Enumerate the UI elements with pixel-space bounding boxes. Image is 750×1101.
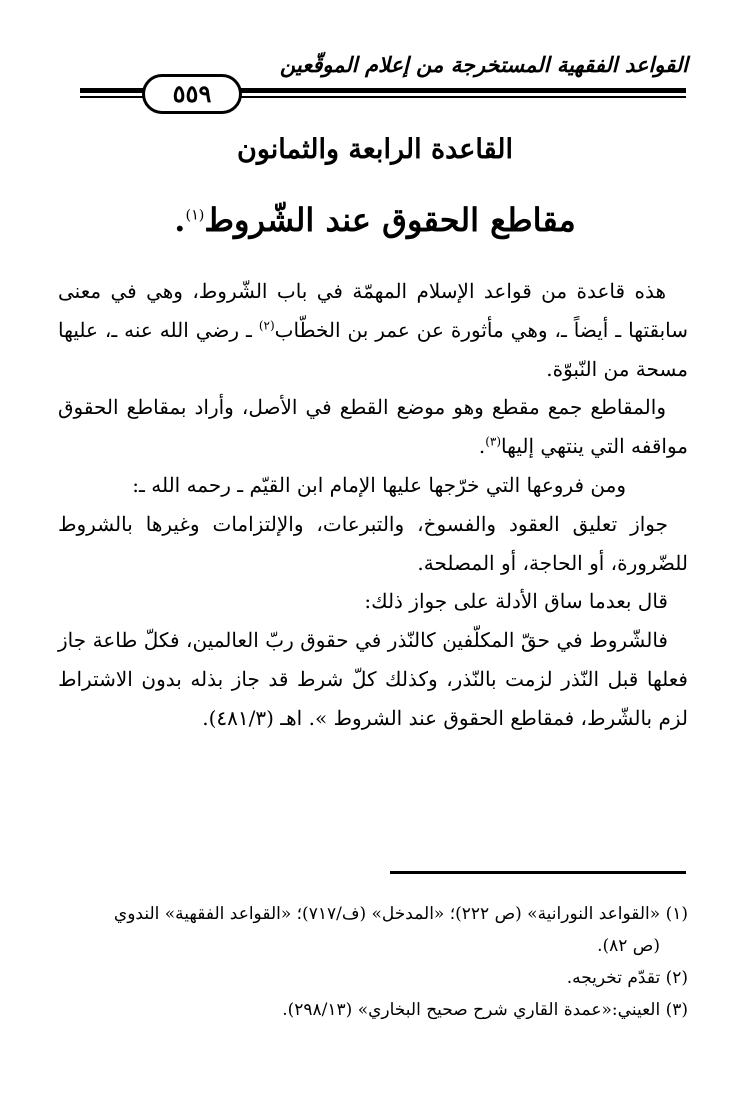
footnote-2: (٢) تقدّم تخريجه. — [566, 968, 688, 988]
footnotes — [58, 898, 688, 1026]
body-text — [58, 272, 688, 738]
paragraph-2-text-a: والمقاطع جمع مقطع وهو موضع القطع في الأصل، وأراد بمقاطع الحقوق مواقفه التي ينتهي إليها — [58, 395, 688, 459]
rule-title — [0, 198, 750, 242]
footnote-mark-3: (٣) — [485, 434, 502, 449]
paragraph-5: قال بعدما ساق الأدلة على جواز ذلك: — [364, 589, 668, 614]
footnote-mark-1: (١) — [185, 207, 205, 224]
paragraph-2-text-b: . — [478, 434, 486, 459]
footnote-separator — [390, 871, 686, 874]
paragraph-6-quote: فالشّروط في حقّ المكلّفين كالنّذر في حقوق ربّ العالمين، فكلّ طاعة جاز فعلها قبل النّذر لزمت بالنّذر، وكذلك كلّ شرط قد جاز بذله بدون الاشتراط لزم بالشّرط، فمقاطع الحقوق عند الشروط ». اهـ (٤٨١/٣). — [58, 628, 688, 730]
paragraph-1-text-a: هذه قاعدة من قواعد الإسلام المهمّة في باب الشّروط، وهي في معنى سابقتها ـ أيضاً ـ، وهي مأثورة عن عمر بن الخطّاب — [58, 279, 689, 342]
paragraph-3: ومن فروعها التي خرّجها عليها الإمام ابن القيّم ـ رحمه الله ـ: — [132, 472, 626, 497]
footnote-1: (١) «القواعد النورانية» (ص ٢٢٢)؛ «المدخل» (ف/٧١٧)؛ «القواعد الفقهية» الندوي — [113, 904, 688, 924]
title-period: . — [174, 201, 186, 239]
rule-title-text: مقاطع الحقوق عند الشّروط — [204, 201, 576, 239]
paragraph-4: جواز تعليق العقود والفسوخ، والتبرعات، والإلتزامات وغيرها بالشروط للضّرورة، أو الحاجة، أو المصلحة. — [58, 511, 688, 575]
running-title: القواعد الفقهية المستخرجة من إعلام الموقّعين — [279, 52, 688, 77]
paragraph-2 — [58, 388, 688, 466]
page-number: ٥٥٩ — [142, 74, 242, 114]
rule-number-heading: القاعدة الرابعة والثمانون — [236, 134, 514, 165]
footnote-1-continued: (ص ٨٢). — [597, 936, 660, 956]
paragraph-1-text-b: ـ رضي الله عنه ـ، عليها مسحة من النّبوّة. — [58, 317, 688, 381]
footnote-3: (٣) العيني:«عمدة القاري شرح صحيح البخاري» (٢٩٨/١٣). — [282, 1000, 688, 1020]
paragraph-1 — [58, 272, 688, 388]
footnote-mark-2: (٢) — [258, 318, 275, 333]
